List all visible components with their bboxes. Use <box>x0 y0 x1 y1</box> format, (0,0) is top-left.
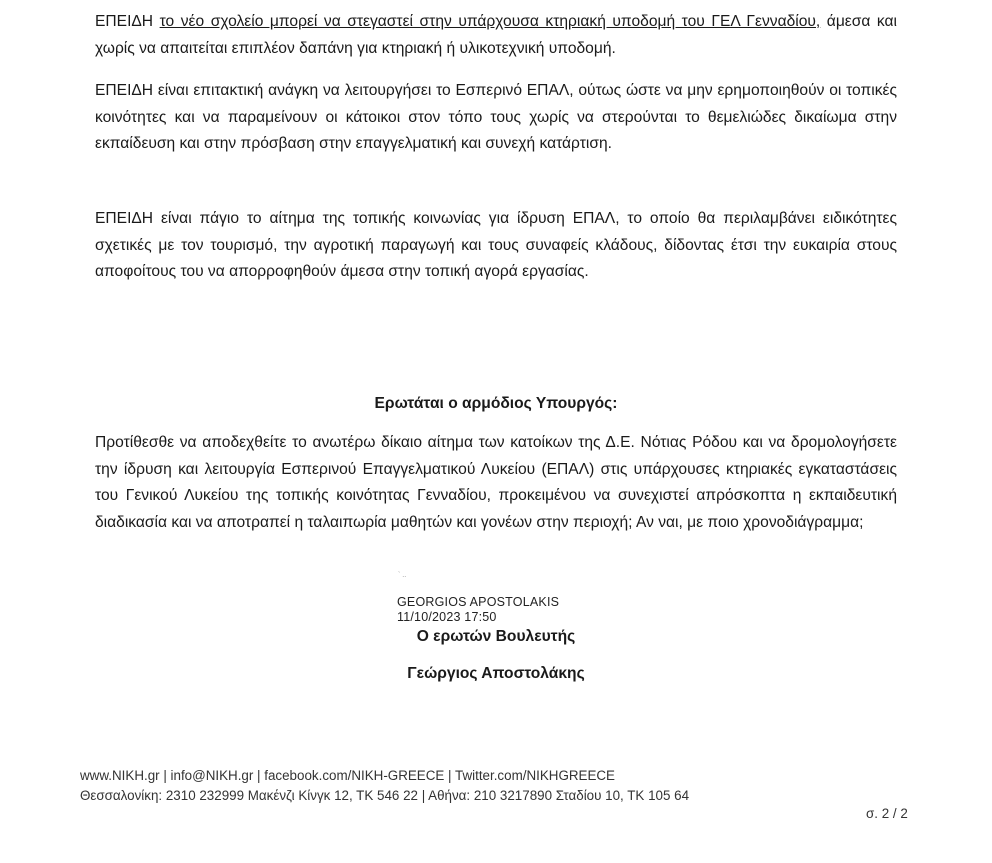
underlined-clause: το νέο σχολείο μπορεί να στεγαστεί στην υπάρχουσα κτηριακή υποδομή του ΓΕΛ Γενναδίου, <box>159 13 821 30</box>
paragraph-rest: άμεσα και χωρίς να απαιτείται επιπλέον δαπάνη για κτηριακή ή υλικοτεχνική υποδομή. <box>95 13 898 57</box>
signature-timestamp: 11/10/2023 17:50 <box>397 610 497 624</box>
question-text: Προτίθεσθε να αποδεχθείτε το ανωτέρω δίκαιο αίτημα των κατοίκων της Δ.Ε. Νότιας Ρόδου και να δρομολογήσετε την ίδρυση και λειτουργία Εσπερινού Επαγγελματικού Λυκείου (ΕΠΑΛ) στις υπάρχουσες κτηριακές εγκαταστάσεις του Γενικού Λυκείου της τοπικής κοινότητας Γενναδίου, προκειμένου να συνεχιστεί απρόσκοπτα η εκπαιδευτική διαδικασία και να αποτραπεί η ταλαιπωρία μαθητών και γονέων στην περιοχή; Αν ναι, με ποιο χρονοδιάγραμμα; <box>95 434 897 531</box>
signer-full-name: Γεώργιος Αποστολάκης <box>407 665 585 682</box>
paragraph-epeidi-3: ΕΠΕΙΔΗ είναι πάγιο το αίτημα της τοπικής κοινωνίας για ίδρυση ΕΠΑΛ, το οποίο θα περιλαμβάνει ειδικότητες σχετικές με τον τουρισμό, την αγροτική παραγωγή και τους συναφείς κλάδους, δίδοντας έτσι την ευκαιρία στους αποφοίτους του να απορροφηθούν άμεσα στην τοπική αγορά εργασίας. <box>95 210 897 280</box>
signer-name: GEORGIOS APOSTOLAKIS <box>397 595 560 609</box>
page-number: σ. 2 / 2 <box>866 806 908 821</box>
footer-addresses: Θεσσαλονίκη: 2310 232999 Μακένζι Κίνγκ 12, ΤΚ 546 22 | Αθήνα: 210 3217890 Σταδίου 10, ΤΚ 105 64 <box>80 788 690 803</box>
signer-role: Ο ερωτών Βουλευτής <box>416 628 576 645</box>
signature-mark: ` .. <box>398 572 407 579</box>
paragraph-epeidi-1 <box>95 9 897 62</box>
paragraph-lead: ΕΠΕΙΔΗ <box>95 13 160 30</box>
question-heading: Ερωτάται ο αρμόδιος Υπουργός: <box>374 395 618 412</box>
paragraph-epeidi-2: ΕΠΕΙΔΗ είναι επιτακτική ανάγκη να λειτουργήσει το Εσπερινό ΕΠΑΛ, ούτως ώστε να μην ερημοποιηθούν οι τοπικές κοινότητες και να παραμείνουν οι κάτοικοι στον τόπο τους χωρίς να στερούνται το θεμελιώδες δικαίωμα στην εκπαίδευση και στην πρόσβαση στην επαγγελματική και συνεχή κατάρτιση. <box>95 82 897 152</box>
footer-links: www.NIKH.gr | info@NIKH.gr | facebook.com/NIKH-GREECE | Twitter.com/NIKHGREECE <box>80 768 615 783</box>
